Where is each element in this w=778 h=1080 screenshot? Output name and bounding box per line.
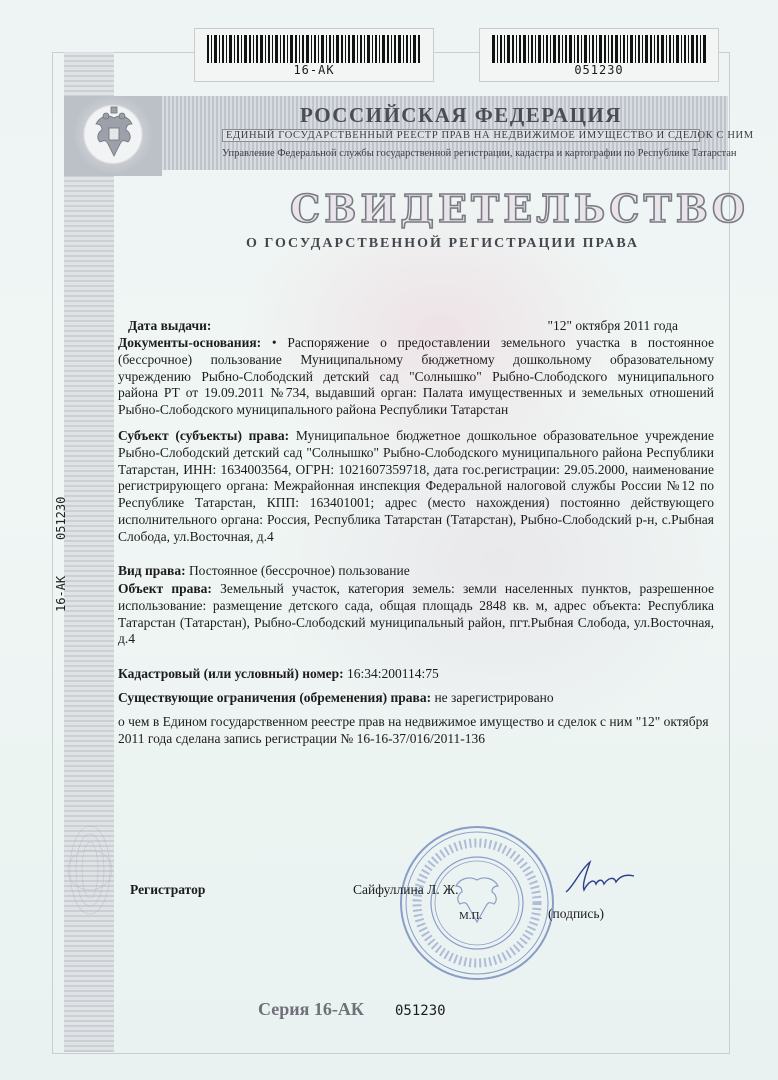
issue-date-value: "12" октября 2011 года: [547, 318, 678, 333]
registrar-name: Сайфуллина Л. Ж.: [353, 882, 459, 897]
side-number: 051230: [54, 496, 68, 540]
barcode-right: [479, 28, 719, 82]
barcode-bars: [205, 35, 423, 63]
restrictions-label: Существующие ограничения (обременения) права:: [118, 690, 432, 705]
issue-date-label: Дата выдачи:: [128, 318, 212, 333]
registry-note: о чем в Едином государственном реестре прав на недвижимое имущество и сделок с ним "12" октября 2011 года сделана запись регистрации № 16-16-37/016/2011-136: [118, 714, 709, 746]
object-value: Земельный участок, категория земель: земли населенных пунктов, разрешенное использование: размещение детского сада, общая площадь 2848 кв. м, адрес объекта: Республика Татарстан (Татарстан), Рыбно-Слободский муниципальный район, пгт.Рыбная Слобода, ул.Восточная, д.4: [118, 581, 714, 647]
cadastral-label: Кадастровый (или условный) номер:: [118, 666, 344, 681]
authority-title: Управление Федеральной службы государственной регистрации, кадастра и картографии по Республике Татарстан: [222, 148, 737, 159]
subject-value: Муниципальное бюджетное дошкольное образовательное учреждение Рыбно-Слободский детский сад "Солнышко" Рыбно-Слободского муниципального района Республики Татарстан, ИНН: 1634003564, ОГРН: 1021607359718, дата гос.регистрации: 29.05.2000, наименование регистрирующего органа: Межрайонная инспекция Федеральной налоговой службы России №12 по Республике Татарстан, КПП: 163401001; адрес (место нахождения) постоянно действующего исполнительного органа: Россия, Республика Татарстан (Татарстан), Рыбно-Слободский р-н, с.Рыбная Слобода, ул.Восточная, д.4: [118, 428, 715, 544]
issue-date-row: [118, 318, 714, 335]
subject-row: [118, 428, 714, 546]
documents-row: [118, 335, 714, 419]
restrictions-row: [118, 690, 714, 707]
series-label: Серия 16-АК: [258, 999, 364, 1019]
document-title: СВИДЕТЕЛЬСТВО: [290, 186, 749, 231]
official-stamp-icon: [398, 824, 556, 982]
barcode-bars: [490, 35, 708, 63]
restrictions-value: не зарегистрировано: [431, 690, 554, 705]
seal-place-label: М.П.: [459, 910, 483, 922]
right-type-row: [118, 563, 714, 580]
barcode-right-number: 051230: [574, 63, 624, 77]
subject-label: Субъект (субъекты) права:: [118, 428, 290, 443]
object-label: Объект права:: [118, 581, 212, 596]
registrar-label: Регистратор: [130, 882, 206, 897]
barcode-left-number: 16-АК: [293, 63, 335, 77]
document-subtitle: О ГОСУДАРСТВЕННОЙ РЕГИСТРАЦИИ ПРАВА: [246, 236, 639, 251]
cadastral-value: 16:34:200114:75: [343, 666, 439, 681]
cadastral-row: [118, 666, 714, 683]
right-type-label: Вид права:: [118, 563, 186, 578]
side-series: 16-АК: [54, 575, 68, 612]
documents-value: • Распоряжение о предоставлении земельного участка в постоянное (бессрочное) пользование Муниципальному бюджетному дошкольному образовательному учреждению Рыбно-Слободский детский сад "Солнышко" Рыбно-Слободского муниципального района РТ от 19.09.2011 №734, выдавший орган: Палата имущественных и земельных отношений Рыбно-Слободского муниципального района Республики Татарстан: [118, 335, 714, 418]
barcode-left: [194, 28, 434, 82]
coat-of-arms-icon: [90, 104, 138, 164]
object-row: [118, 581, 714, 648]
series-number: 051230: [395, 1003, 446, 1019]
right-type-value: Постоянное (бессрочное) пользование: [185, 563, 410, 578]
registry-title: ЕДИНЫЙ ГОСУДАРСТВЕННЫЙ РЕЕСТР ПРАВ НА НЕДВИЖИМОЕ ИМУЩЕСТВО И СДЕЛОК С НИМ: [222, 129, 700, 142]
signature-label: (подпись): [548, 906, 605, 921]
documents-label: Документы-основания:: [118, 335, 262, 350]
guilloche-rosette: [66, 820, 114, 920]
signature-mark: [560, 852, 640, 902]
country-title: РОССИЙСКАЯ ФЕДЕРАЦИЯ: [300, 103, 622, 127]
